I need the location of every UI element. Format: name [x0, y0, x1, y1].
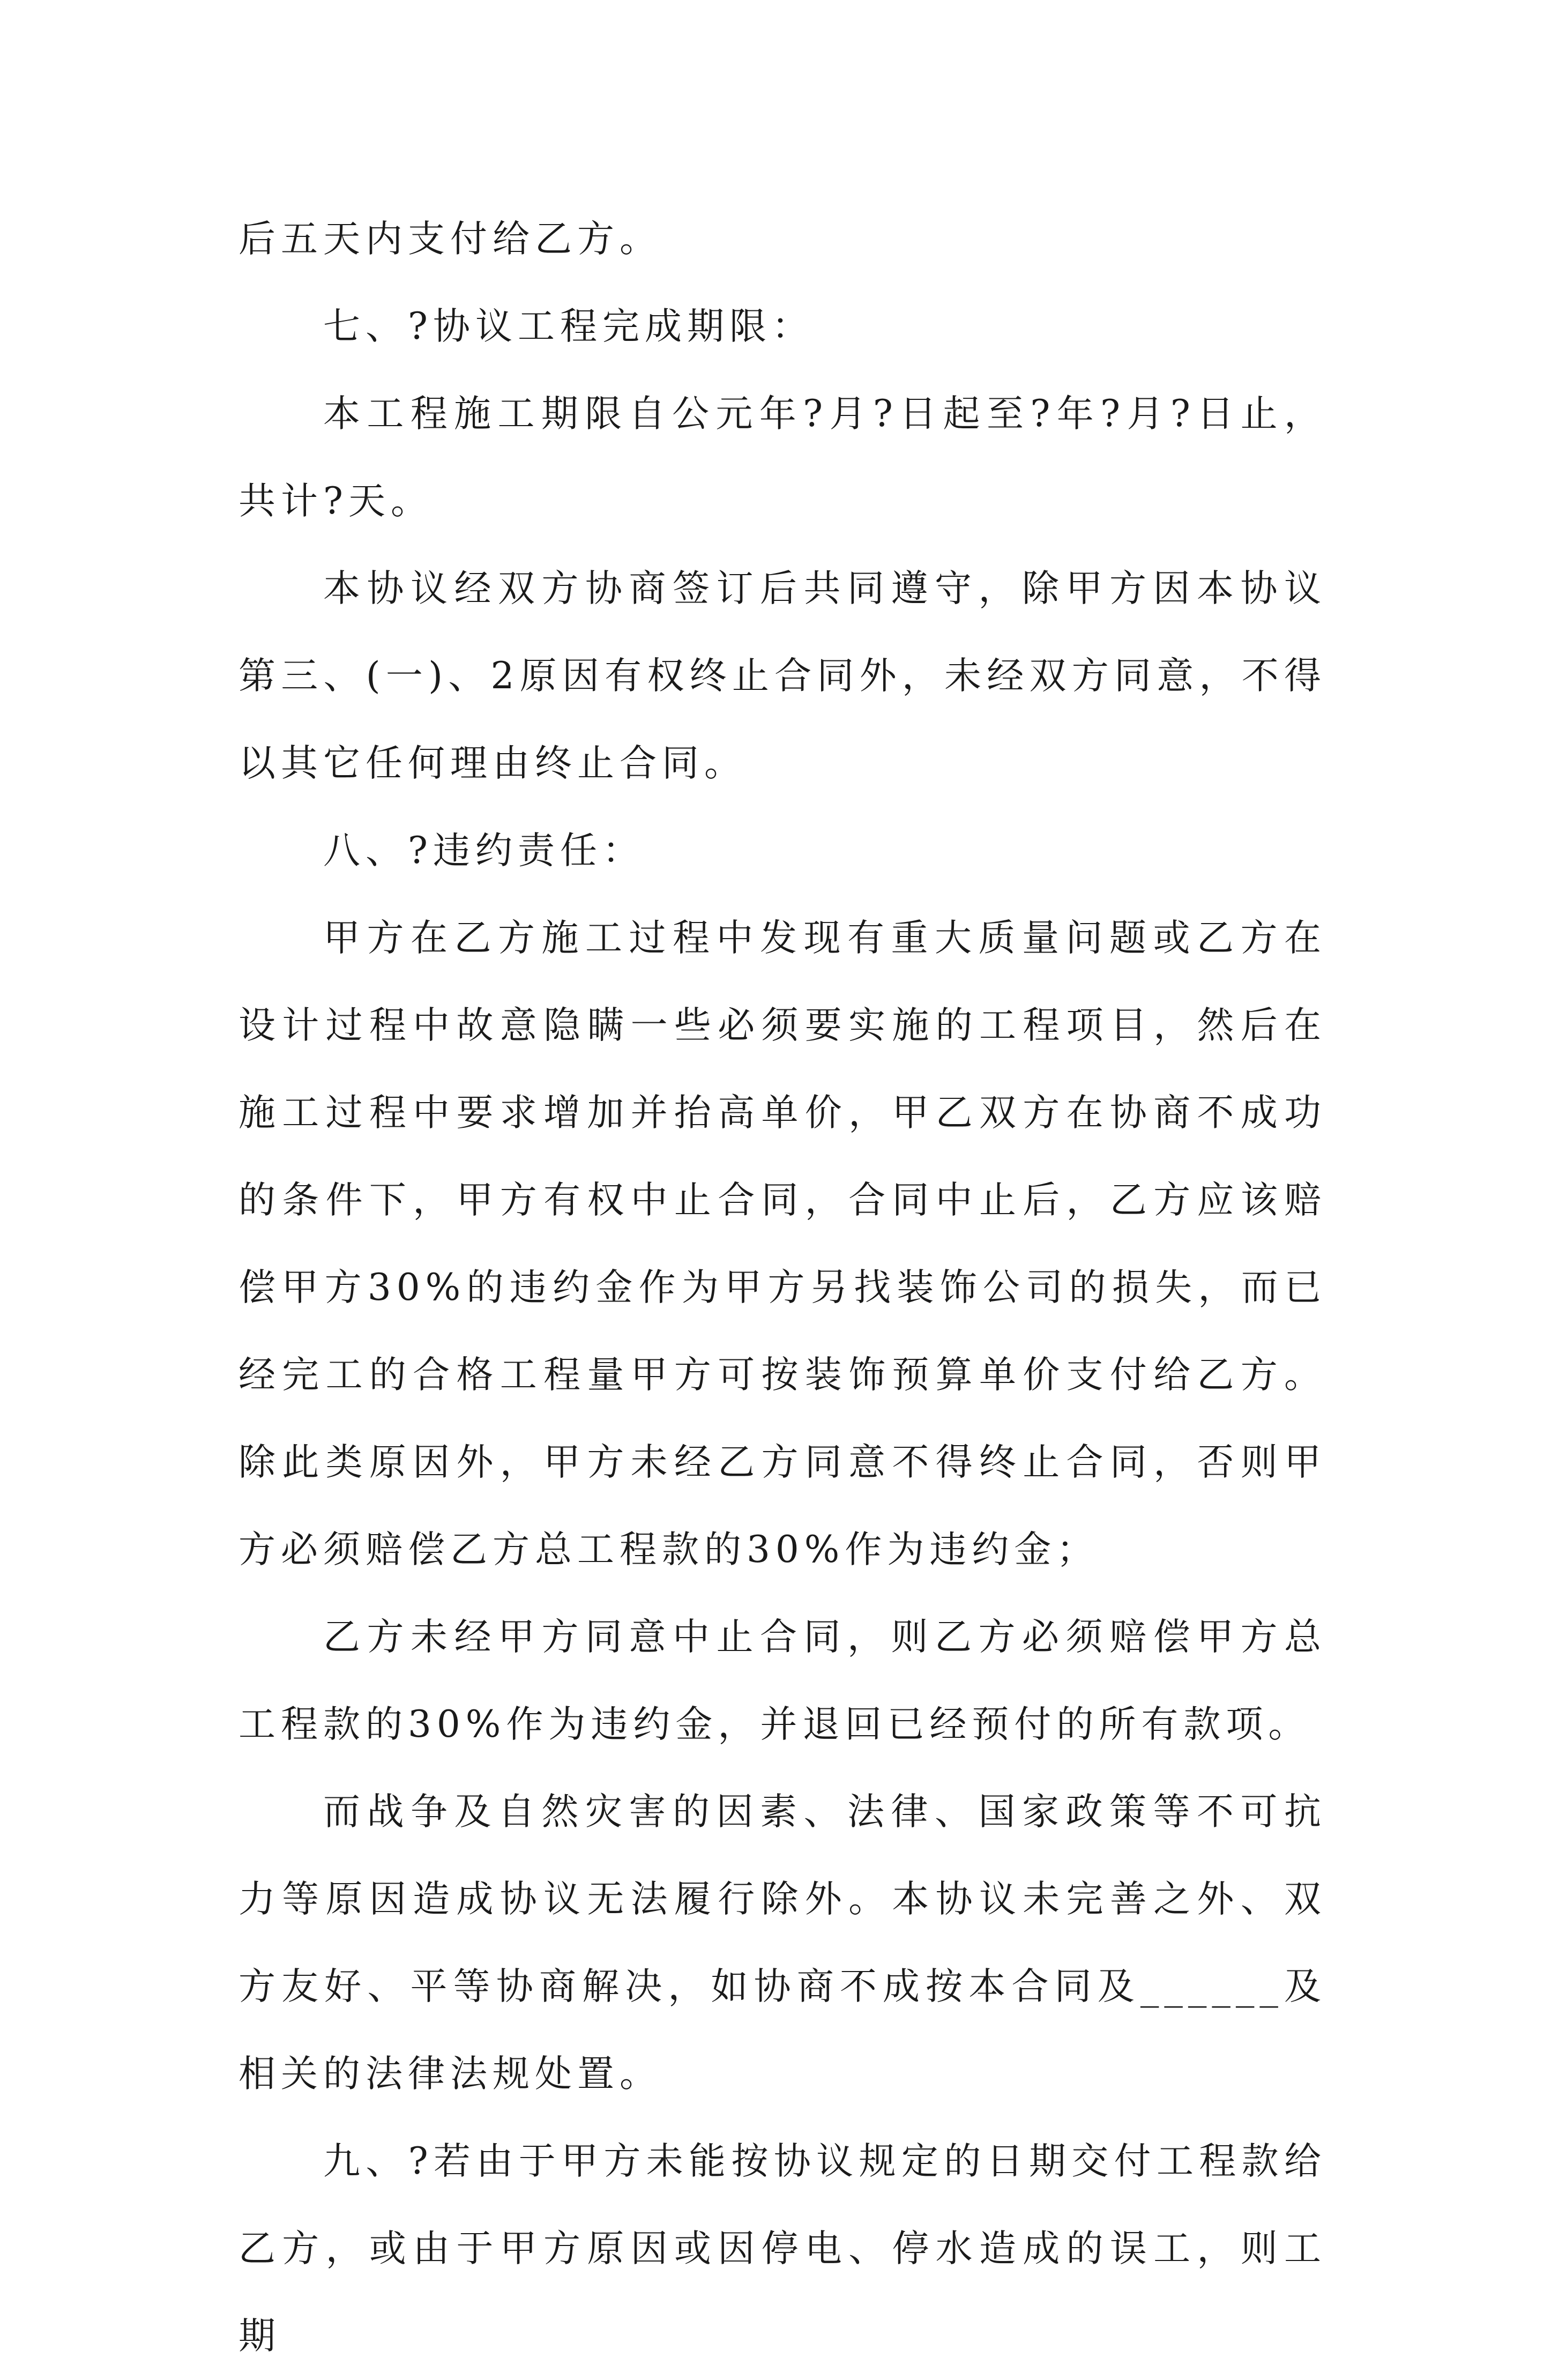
paragraph-party-b-breach: 乙方未经甲方同意中止合同，则乙方必须赔偿甲方总工程款的30%作为违约金，并退回已经预付的所有款项。	[238, 1616, 1326, 1746]
document-body	[238, 196, 1326, 2380]
heading-liability-for-breach: 八、?违约责任：	[323, 829, 645, 872]
paragraph-force-majeure: 而战争及自然灾害的因素、法律、国家政策等不可抗力等原因造成协议无法履行除外。本协议未完善之外、双方友好、平等协商解决，如协商不成按本合同及______及相关的法律法规处置。	[238, 1790, 1326, 2095]
paragraph-construction-period: 本工程施工期限自公元年?月?日起至?年?月?日止，共计?天。	[238, 392, 1326, 523]
heading-completion-period: 七、?协议工程完成期限：	[323, 305, 814, 348]
paragraph-delay-terms: 九、?若由于甲方未能按协议规定的日期交付工程款给乙方，或由于甲方原因或因停电、停水造成的误工，则工期	[238, 2140, 1326, 2357]
paragraph-payment-tail: 后五天内支付给乙方。	[238, 218, 662, 261]
paragraph-party-a-breach: 甲方在乙方施工过程中发现有重大质量问题或乙方在设计过程中故意隐瞒一些必须要实施的工程项目，然后在施工过程中要求增加并抬高单价，甲乙双方在协商不成功的条件下，甲方有权中止合同，合同中止后，乙方应该赔偿甲方30%的违约金作为甲方另找装饰公司的损失，而已经完工的合格工程量甲方可按装饰预算单价支付给乙方。除此类原因外，甲方未经乙方同意不得终止合同，否则甲方必须赔偿乙方总工程款的30%作为违约金；	[238, 917, 1326, 1571]
paragraph-termination-terms: 本协议经双方协商签订后共同遵守，除甲方因本协议第三、(一)、2原因有权终止合同外，未经双方同意，不得以其它任何理由终止合同。	[238, 567, 1326, 785]
